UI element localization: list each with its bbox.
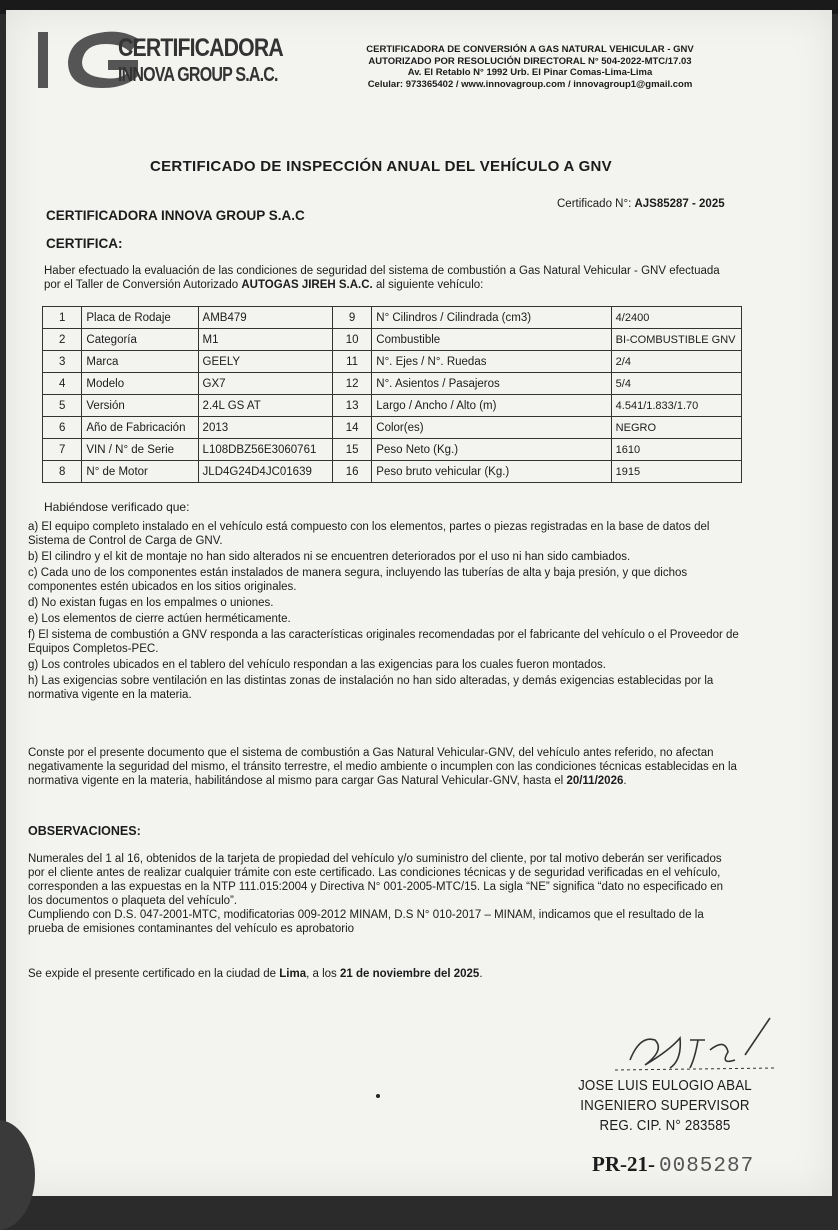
field-label: N° de Motor bbox=[82, 461, 198, 483]
observaciones-text bbox=[28, 852, 740, 936]
logo-text-line1: CERTIFICADORA bbox=[118, 34, 283, 62]
condition-item: a) El equipo completo instalado en el vehículo está compuesto con los elementos, partes o piezas registradas en la base de datos del Sistema de Control de Carga de GNV. bbox=[28, 521, 710, 547]
row-number: 12 bbox=[332, 373, 371, 395]
intro-paragraph bbox=[44, 264, 734, 292]
certifica-heading: CERTIFICA: bbox=[46, 236, 123, 251]
serial-digits: 0085287 bbox=[658, 1155, 755, 1178]
field-value: 4/2400 bbox=[611, 307, 741, 329]
serial-prefix: PR-21- bbox=[592, 1152, 655, 1176]
conste-text: Conste por el presente documento que el sistema de combustión a Gas Natural Vehicular-GNV, del vehículo antes referido, no afectan negativamente la seguridad del mismo, el tránsito terrestre, el medio ambiente o incumplen con las condiciones técnicas establecidas en la normativa vigente en la materia, habilitándose al mismo para cargar Gas Natural Vehicular-GNV, hasta el bbox=[28, 747, 737, 787]
field-label: VIN / N° de Serie bbox=[82, 439, 198, 461]
condition-item: b) El cilindro y el kit de montaje no han sido alterados ni se encuentren deteriorados por el uso ni han sido cambiados. bbox=[28, 551, 631, 563]
field-label: Marca bbox=[82, 351, 198, 373]
vehicle-table-row bbox=[43, 417, 742, 439]
field-value: 1915 bbox=[611, 461, 741, 483]
field-value: L108DBZ56E3060761 bbox=[198, 439, 332, 461]
row-number: 4 bbox=[43, 373, 82, 395]
issue-city: Lima bbox=[279, 968, 307, 980]
row-number: 7 bbox=[43, 439, 82, 461]
field-label: N°. Asientos / Pasajeros bbox=[372, 373, 611, 395]
field-label: N° Cilindros / Cilindrada (cm3) bbox=[372, 307, 611, 329]
verified-heading: Habiéndose verificado que: bbox=[44, 500, 190, 514]
field-value: AMB479 bbox=[198, 307, 332, 329]
field-label: Peso Neto (Kg.) bbox=[372, 439, 611, 461]
certificate-number-label: Certificado N°: bbox=[557, 198, 632, 210]
valid-until-date: 20/11/2026 bbox=[566, 775, 624, 787]
conste-paragraph: Conste por el presente documento que el sistema de combustión a Gas Natural Vehicular-GNV, del vehículo antes referido, no afectan negativamente la seguridad del mismo, el tránsito terrestre, el medio ambiente o incumplen con las condiciones técnicas establecidas en la normativa vigente en la materia, habilitándose al mismo para cargar Gas Natural Vehicular-GNV, hasta el 20/11/2026. bbox=[28, 747, 737, 787]
row-number: 14 bbox=[332, 417, 371, 439]
signer-registration: REG. CIP. N° 283585 bbox=[599, 1118, 731, 1134]
condition-item: c) Cada uno de los componentes están instalados de manera segura, incluyendo las tuberías de alta y baja presión, y que dichos componentes estén ubicados en los sitios originales. bbox=[28, 567, 688, 593]
field-label: Combustible bbox=[372, 329, 611, 351]
condition-item: h) Las exigencias sobre ventilación en las distintas zonas de instalación no han sido alteradas, y demás exigencias establecidas por la normativa vigente en la materia. bbox=[28, 675, 714, 701]
ink-dot bbox=[376, 1094, 380, 1098]
issue-date: 21 de noviembre del 2025 bbox=[339, 968, 480, 980]
field-value: 2.4L GS AT bbox=[198, 395, 332, 417]
row-number: 5 bbox=[43, 395, 82, 417]
field-label: Placa de Rodaje bbox=[82, 307, 198, 329]
observaciones-heading: OBSERVACIONES: bbox=[28, 824, 141, 838]
field-value: 5/4 bbox=[611, 373, 741, 395]
observaciones-paragraph-2: Cumpliendo con D.S. 047-2001-MTC, modificatorias 009-2012 MINAM, D.S N° 010-2017 – MINAM, indicamos que el resultado de la prueba de emisiones contaminantes del vehículo es aprobatorio bbox=[28, 909, 704, 935]
company-name: CERTIFICADORA INNOVA GROUP S.A.C bbox=[46, 208, 305, 223]
row-number: 8 bbox=[43, 461, 82, 483]
document-title: CERTIFICADO DE INSPECCIÓN ANUAL DEL VEHÍCULO A GNV bbox=[150, 158, 612, 175]
row-number: 10 bbox=[332, 329, 371, 351]
row-number: 3 bbox=[43, 351, 82, 373]
field-value: GEELY bbox=[198, 351, 332, 373]
header-info bbox=[330, 44, 730, 90]
field-value: 2013 bbox=[198, 417, 332, 439]
header-info-line: AUTORIZADO POR RESOLUCIÓN DIRECTORAL N° 504-2022-MTC/17.03 bbox=[368, 55, 692, 67]
row-number: 15 bbox=[332, 439, 371, 461]
field-label: Versión bbox=[82, 395, 198, 417]
field-value: 2/4 bbox=[611, 351, 741, 373]
field-value: GX7 bbox=[198, 373, 332, 395]
vehicle-table-row bbox=[43, 461, 742, 483]
certificate-number-value: AJS85287 - 2025 bbox=[634, 198, 725, 210]
header-info-line: CERTIFICADORA DE CONVERSIÓN A GAS NATURAL VEHICULAR - GNV bbox=[366, 44, 694, 55]
header-info-line: Celular: 973365402 / www.innovagroup.com / innovagroup1@gmail.com bbox=[367, 78, 693, 90]
condition-item: g) Los controles ubicados en el tablero del vehículo respondan a las exigencias para los cuales fueron montados. bbox=[28, 659, 606, 671]
conditions-list bbox=[28, 520, 740, 704]
condition-item: f) El sistema de combustión a GNV responda a las características originales recomendadas por el fabricante del vehículo o el Proveedor de Equipos Completos-PEC. bbox=[28, 629, 739, 655]
issue-text-mid: , a los bbox=[306, 968, 340, 980]
vehicle-data-table bbox=[42, 306, 742, 483]
intro-text: Haber efectuado la evaluación de las condiciones de seguridad del sistema de combustión a Gas Natural Vehicular - GNV efectuada por el Taller de Conversión Autorizado bbox=[44, 265, 720, 291]
handwritten-signature bbox=[610, 1010, 780, 1080]
field-value: 4.541/1.833/1.70 bbox=[611, 395, 741, 417]
field-label: Modelo bbox=[82, 373, 198, 395]
serial-number bbox=[592, 1152, 754, 1178]
field-value: M1 bbox=[198, 329, 332, 351]
issue-statement: Se expide el presente certificado en la ciudad de Lima, a los 21 de noviembre del 2025. bbox=[28, 968, 483, 980]
workshop-name: AUTOGAS JIREH S.A.C. bbox=[241, 279, 373, 291]
header-info-line: Av. El Retablo N° 1992 Urb. El Pinar Comas-Lima-Lima bbox=[407, 67, 653, 78]
row-number: 2 bbox=[43, 329, 82, 351]
field-value: BI-COMBUSTIBLE GNV bbox=[611, 329, 741, 351]
row-number: 16 bbox=[332, 461, 371, 483]
vehicle-table-row bbox=[43, 395, 742, 417]
vehicle-table-row bbox=[43, 329, 742, 351]
row-number: 6 bbox=[43, 417, 82, 439]
issue-text: Se expide el presente certificado en la ciudad de bbox=[28, 968, 280, 980]
row-number: 9 bbox=[332, 307, 371, 329]
field-label: Año de Fabricación bbox=[82, 417, 198, 439]
vehicle-table-row bbox=[43, 307, 742, 329]
intro-text-end: al siguiente vehículo: bbox=[372, 279, 484, 291]
row-number: 13 bbox=[332, 395, 371, 417]
row-number: 11 bbox=[332, 351, 371, 373]
signer-block bbox=[568, 1076, 761, 1136]
row-number: 1 bbox=[43, 307, 82, 329]
field-label: Color(es) bbox=[372, 417, 611, 439]
observaciones-paragraph-1: Numerales del 1 al 16, obtenidos de la tarjeta de propiedad del vehículo y/o suministro del cliente, por tal motivo deberán ser verificados por el cliente antes de realizar cualquier trámite con este certificado. Las condiciones técnicas y de seguridad verificadas en el vehículo, corresponden a las expuestas en la NTP 111.015:2004 y Directiva N° 001-2005-MTC/15. La sigla “NE” significa “dato no especificado en los documentos o plaqueta del vehículo”. bbox=[28, 853, 723, 907]
logo-text-line2: INNOVA GROUP S.A.C. bbox=[118, 64, 278, 86]
field-value: JLD4G24D4JC01639 bbox=[198, 461, 332, 483]
vehicle-table-row bbox=[43, 373, 742, 395]
field-label: N°. Ejes / N°. Ruedas bbox=[372, 351, 611, 373]
signer-role: INGENIERO SUPERVISOR bbox=[580, 1098, 750, 1114]
certificate-number bbox=[557, 198, 725, 210]
field-label: Peso bruto vehicular (Kg.) bbox=[372, 461, 611, 483]
field-label: Categoría bbox=[82, 329, 198, 351]
field-label: Largo / Ancho / Alto (m) bbox=[372, 395, 611, 417]
condition-item: d) No existan fugas en los empalmes o uniones. bbox=[28, 597, 274, 609]
field-value: NEGRO bbox=[611, 417, 741, 439]
field-value: 1610 bbox=[611, 439, 741, 461]
signer-name: JOSE LUIS EULOGIO ABAL bbox=[578, 1078, 752, 1094]
vehicle-table-row bbox=[43, 439, 742, 461]
vehicle-table-row bbox=[43, 351, 742, 373]
condition-item: e) Los elementos de cierre actúen herméticamente. bbox=[28, 613, 291, 625]
